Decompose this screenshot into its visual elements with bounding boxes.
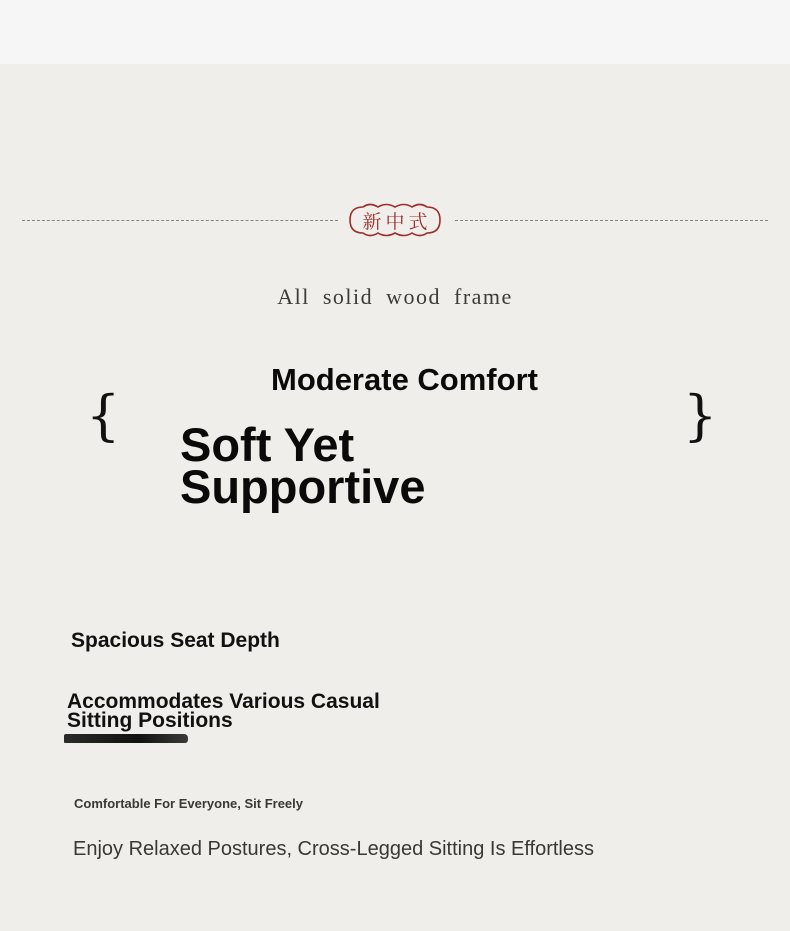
caption-small: Comfortable For Everyone, Sit Freely [74, 796, 304, 811]
seal-badge [346, 201, 444, 239]
feature-title: Spacious Seat Depth [71, 629, 280, 652]
right-brace: } [683, 384, 718, 447]
subtitle: All solid wood frame [277, 284, 513, 309]
divider-right [455, 220, 768, 221]
left-brace: { [86, 384, 121, 447]
top-strip [0, 0, 790, 64]
headline-big: Soft Yet Supportive [180, 418, 426, 513]
brush-stroke-decoration [64, 734, 188, 743]
seal-label: 新中式 [362, 210, 432, 233]
caption-large: Enjoy Relaxed Postures, Cross-Legged Sitting Is Effortless [73, 838, 594, 860]
divider-left [22, 220, 338, 221]
headline-small: Moderate Comfort [271, 362, 538, 397]
feature-description: Accommodates Various Casual Sitting Positions [67, 690, 380, 732]
